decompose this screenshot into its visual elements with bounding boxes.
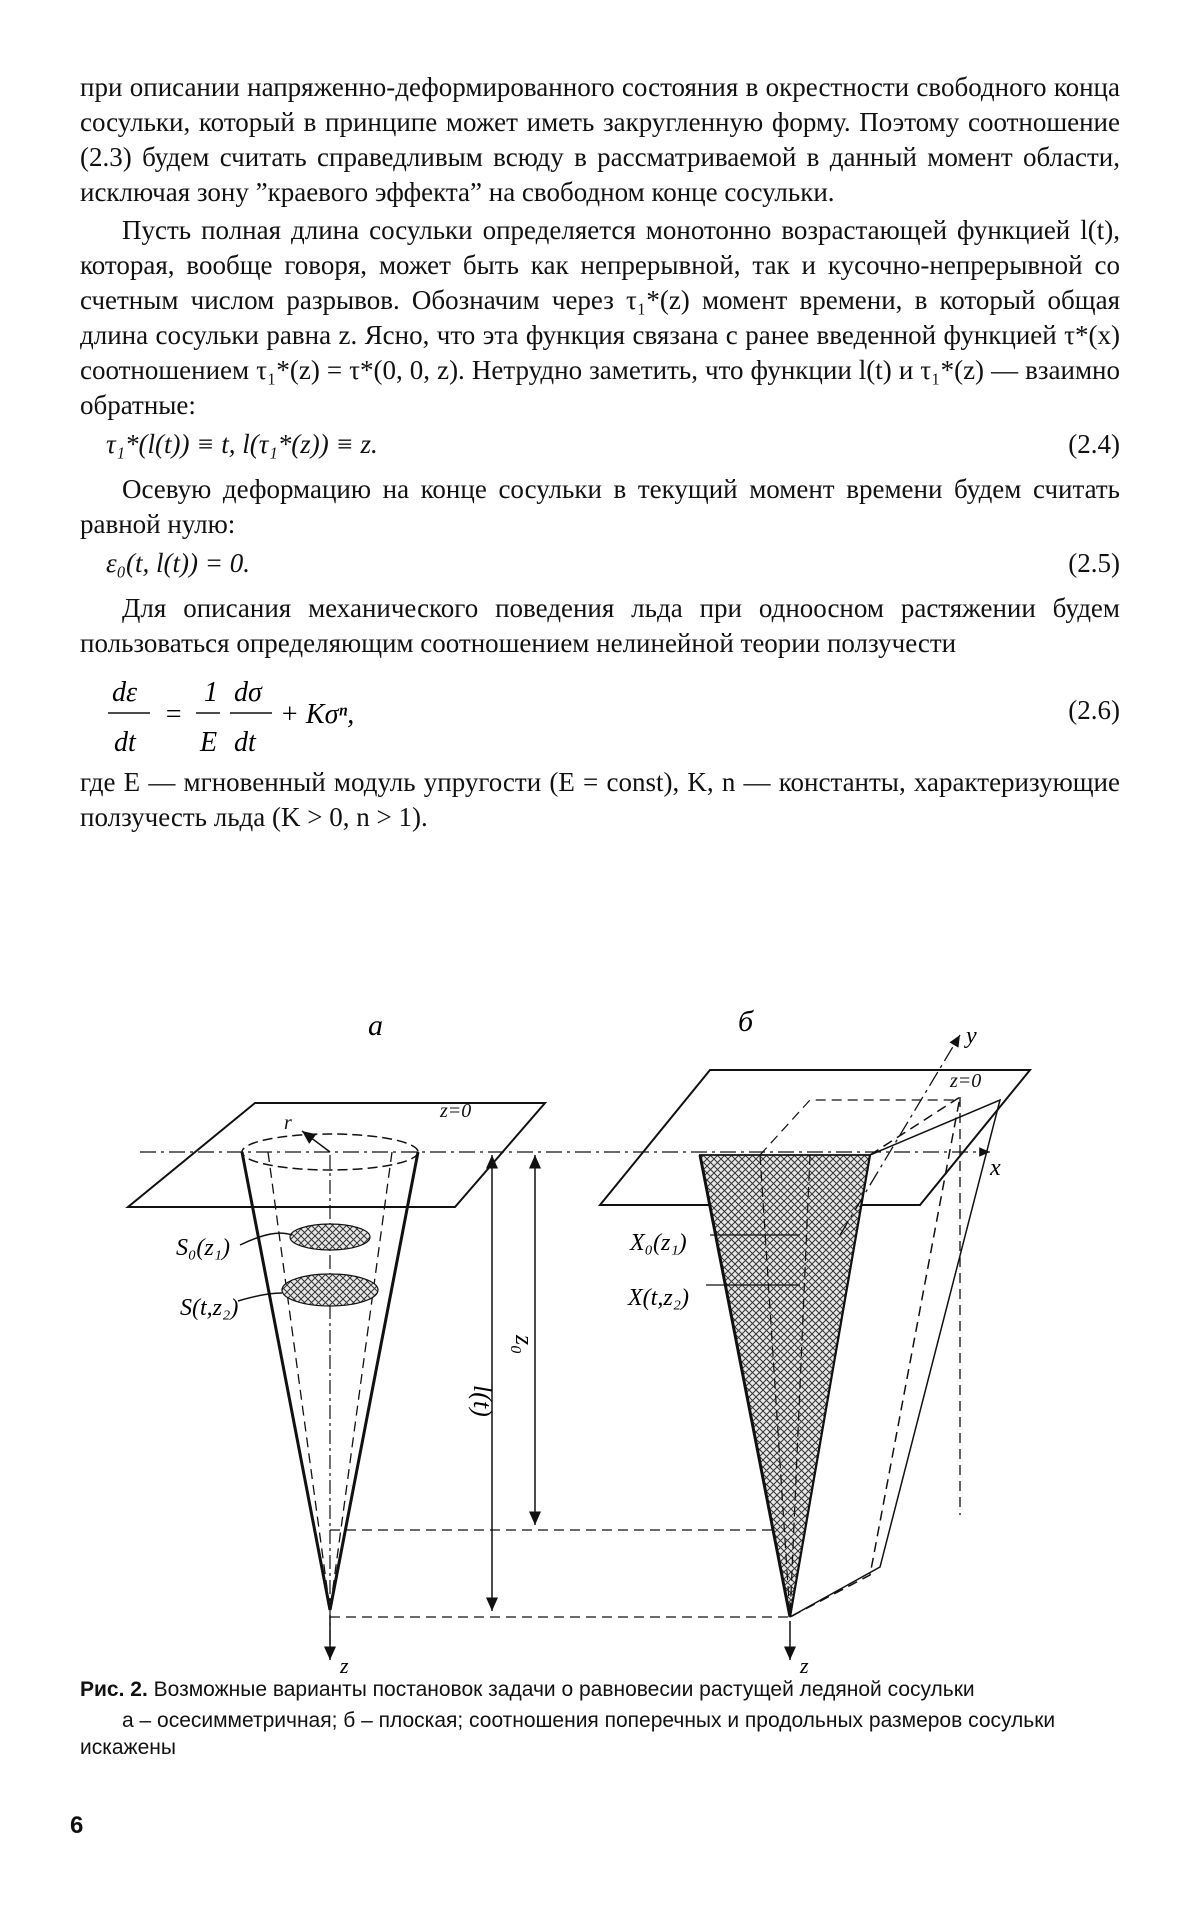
svg-text:dt: dt	[234, 727, 256, 758]
svg-text:1: 1	[204, 677, 218, 708]
equation-2-6-tail: + Kσⁿ,	[280, 699, 355, 730]
equation-2-5-number: (2.5)	[1068, 548, 1120, 578]
svg-text:E: E	[200, 727, 218, 758]
equation-2-4-body: τ₁*(l(t)) ≡ t, l(τ₁*(z)) ≡ z.	[106, 429, 378, 459]
equation-2-4-number: (2.4)	[1068, 429, 1120, 459]
paragraph-1: при описании напряженно-деформированного состояния в окрестности свободного конца сосульки, который в принципе может иметь закругленную форму. Поэтому соотношение (2.3) будем считать справедливым всюду в рассматриваемой в данный момент области, исключая зону ”краевого эффекта” на свободном конце сосульки.	[80, 72, 1120, 207]
cross-section-s0	[290, 1224, 370, 1250]
figure-2	[0, 1005, 1200, 1678]
caption-lead: Рис. 2.	[80, 1678, 148, 1701]
equation-2-5-body: ε₀(t, l(t)) = 0.	[106, 548, 250, 578]
paragraph-4: Для описания механического поведения льда при одноосном растяжении будем пользоваться определяющим соотношением нелинейной теории ползучести	[80, 593, 1120, 658]
caption-main	[80, 1676, 1120, 1703]
panel-b	[600, 1035, 1030, 1660]
s0-label: S₀(z₁)	[176, 1235, 231, 1261]
panel-a-label: а	[368, 1009, 383, 1042]
cross-section-s	[282, 1274, 378, 1306]
equation-2-6	[80, 661, 1120, 765]
page-body	[80, 70, 1120, 835]
equation-2-6-formula	[100, 661, 460, 765]
panel-a	[128, 1100, 545, 1660]
page-number: 6	[70, 1812, 84, 1839]
x0-label: X₀(z₁)	[630, 1230, 687, 1256]
radius-label: r	[284, 1112, 292, 1134]
svg-text:=: =	[164, 699, 183, 730]
caption-sub: а – осесимметричная; б – плоская; соотношения поперечных и продольных размеров сосульки искажены	[80, 1709, 1056, 1759]
svg-text:dε: dε	[112, 677, 138, 708]
equation-2-6-number: (2.6)	[1068, 695, 1120, 725]
z-axis-b-label: z	[800, 1653, 809, 1678]
equation-2-5	[80, 542, 1120, 588]
z-axis-a-label: z	[340, 1653, 349, 1678]
panel-b-label: б	[738, 1005, 754, 1038]
svg-text:dσ: dσ	[234, 677, 262, 708]
x-label: X(t,z₂)	[628, 1285, 689, 1311]
dimension-arrows	[492, 1155, 535, 1611]
paragraph-5: где E — мгновенный модуль упругости (E = const), K, n — константы, характеризующие ползучесть льда (K > 0, n > 1).	[80, 767, 1120, 832]
equation-2-4	[80, 423, 1120, 469]
lt-label: l(t)	[468, 1385, 497, 1417]
svg-text:dt: dt	[114, 727, 136, 758]
z0-label: z₀	[510, 1335, 539, 1355]
paragraph-3: Осевую деформацию на конце сосульки в текущий момент времени будем считать равной нулю:	[80, 474, 1120, 539]
s-label: S(t,z₂)	[180, 1295, 239, 1321]
plane-b-label: z=0	[950, 1070, 982, 1092]
plane-a-label: z=0	[440, 1100, 472, 1122]
x-axis-label: x	[990, 1155, 1001, 1181]
paragraph-2: Пусть полная длина сосульки определяется монотонно возрастающей функцией l(t), которая, вообще говоря, может быть как непрерывной, так и кусочно-непрерывной со счетным числом разрывов. Обозначим через τ₁*(z) момент времени, в который общая длина сосульки равна z. Ясно, что эта функция связана с ранее введенной функцией τ*(x) соотношением τ₁*(z) = τ*(0, 0, z). Нетрудно заметить, что функции l(t) и τ₁*(z) — взаимно обратные:	[80, 215, 1120, 420]
caption-text: Возможные варианты постановок задачи о равновесии растущей ледяной сосульки	[147, 1678, 975, 1701]
figure-caption	[80, 1676, 1120, 1761]
y-axis-label: y	[966, 1023, 977, 1049]
